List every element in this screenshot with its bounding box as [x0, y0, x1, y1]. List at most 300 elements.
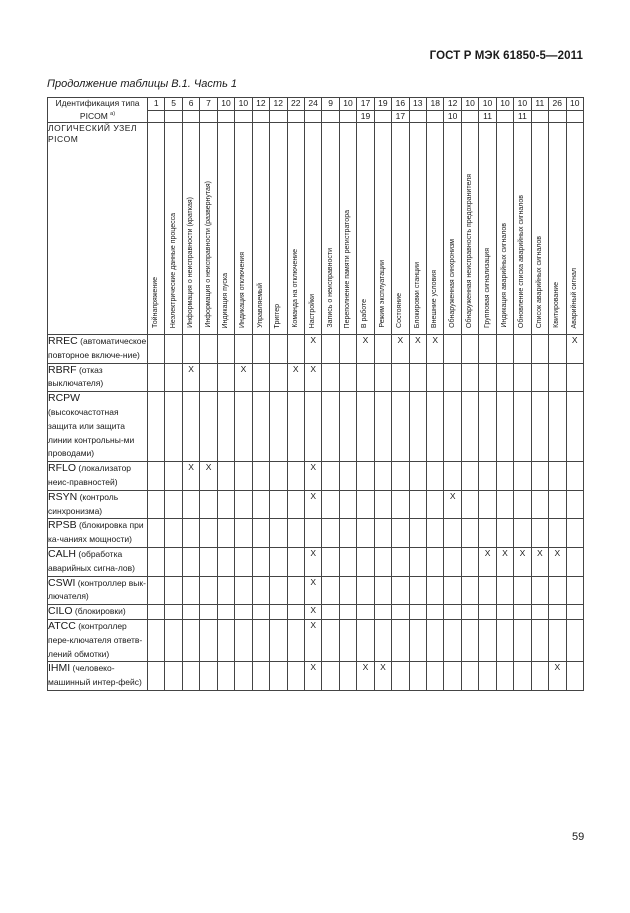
table-cell	[252, 605, 269, 620]
table-cell	[339, 519, 356, 548]
table-cell	[427, 392, 444, 462]
x-mark: X	[380, 662, 386, 673]
table-cell	[549, 363, 566, 392]
table-cell	[514, 519, 531, 548]
table-cell	[392, 392, 409, 462]
logical-node-cell	[48, 576, 148, 605]
column-number: 18	[427, 98, 444, 111]
table-cell	[566, 519, 583, 548]
x-mark: X	[310, 363, 316, 374]
table-cell	[339, 363, 356, 392]
table-cell	[252, 490, 269, 519]
column-number: 10	[514, 98, 531, 111]
footnote-mark: а)	[110, 111, 116, 117]
table-cell	[200, 605, 217, 620]
table-cell	[496, 490, 513, 519]
logical-node-cell	[48, 605, 148, 620]
table-cell	[409, 519, 426, 548]
table-cell	[304, 392, 321, 462]
table-cell	[217, 619, 234, 661]
x-mark: X	[310, 547, 316, 558]
table-cell	[270, 519, 287, 548]
table-cell	[444, 605, 461, 620]
x-mark: X	[362, 662, 369, 673]
table-cell	[409, 392, 426, 462]
table-cell	[374, 462, 391, 491]
column-header	[148, 123, 165, 335]
table-cell	[339, 335, 356, 364]
table-cell	[252, 392, 269, 462]
table-cell	[496, 392, 513, 462]
table-cell	[357, 605, 374, 620]
table-cell	[496, 576, 513, 605]
column-subnumber: 11	[514, 111, 531, 123]
table-cell	[270, 662, 287, 691]
table-cell	[304, 519, 321, 548]
table-cell	[252, 662, 269, 691]
table-row	[48, 392, 584, 462]
table-cell	[514, 363, 531, 392]
table-cell	[444, 576, 461, 605]
column-header	[531, 123, 548, 335]
column-header	[514, 123, 531, 335]
table-cell	[287, 490, 304, 519]
table-cell	[339, 662, 356, 691]
table-cell	[165, 547, 182, 576]
table-row	[48, 547, 584, 576]
table-cell	[427, 335, 444, 364]
table-cell	[200, 392, 217, 462]
column-name: Информация о неисправности (краткая)	[187, 197, 195, 328]
column-number: 6	[182, 98, 199, 111]
column-name-row	[48, 123, 584, 335]
table-cell	[217, 363, 234, 392]
table-cell	[496, 363, 513, 392]
x-mark: X	[571, 335, 578, 345]
table-cell	[444, 392, 461, 462]
column-name: Обнаруженная неисправность предохранителя	[466, 173, 474, 328]
table-cell	[531, 490, 548, 519]
column-number: 10	[479, 98, 496, 111]
column-header	[322, 123, 339, 335]
logical-node-cell	[48, 547, 148, 576]
table-cell	[304, 576, 321, 605]
node-description: (автоматическое повторное включе-ние)	[48, 336, 147, 360]
column-name: Квитирование	[553, 282, 561, 328]
column-header	[287, 123, 304, 335]
column-header	[217, 123, 234, 335]
table-cell	[217, 547, 234, 576]
table-cell	[217, 335, 234, 364]
table-cell	[322, 605, 339, 620]
table-cell	[566, 392, 583, 462]
table-cell	[444, 462, 461, 491]
table-cell	[427, 462, 444, 491]
column-number: 12	[252, 98, 269, 111]
column-header	[479, 123, 496, 335]
table-cell	[270, 462, 287, 491]
column-number: 16	[392, 98, 409, 111]
table-cell	[496, 619, 513, 661]
table-cell	[165, 363, 182, 392]
table-cell	[270, 335, 287, 364]
table-cell	[165, 490, 182, 519]
table-cell	[549, 519, 566, 548]
column-name: Неэлектрические данные процесса	[169, 212, 177, 328]
column-name: Команда на отключение	[291, 249, 299, 328]
column-header	[270, 123, 287, 335]
node-description: (отказ выключателя)	[48, 364, 104, 389]
table-cell	[409, 576, 426, 605]
node-code: RREC	[48, 335, 78, 347]
table-cell	[182, 462, 199, 491]
table-cell	[270, 490, 287, 519]
table-cell	[444, 547, 461, 576]
table-cell	[357, 519, 374, 548]
table-cell	[235, 462, 252, 491]
node-code: ATCC	[48, 619, 76, 632]
table-cell	[427, 519, 444, 548]
column-name: Режим эксплуатации	[378, 260, 386, 328]
column-subnumber	[200, 111, 217, 123]
table-cell	[479, 363, 496, 392]
table-cell	[357, 662, 374, 691]
table-row	[48, 662, 584, 691]
column-number: 24	[304, 98, 321, 111]
column-header	[252, 123, 269, 335]
table-cell	[566, 619, 583, 661]
table-cell	[444, 490, 461, 519]
logical-node-cell	[48, 335, 148, 364]
table-cell	[409, 490, 426, 519]
table-cell	[409, 363, 426, 392]
table-cell	[148, 335, 165, 364]
table-cell	[392, 462, 409, 491]
table-cell	[235, 576, 252, 605]
table-cell	[479, 619, 496, 661]
table-cell	[322, 462, 339, 491]
column-header	[392, 123, 409, 335]
x-mark: X	[397, 335, 404, 345]
table-cell	[217, 462, 234, 491]
table-cell	[165, 576, 182, 605]
table-cell	[374, 662, 391, 691]
table-cell	[566, 363, 583, 392]
table-cell	[409, 605, 426, 620]
table-cell	[339, 392, 356, 462]
table-cell	[374, 335, 391, 364]
column-subnumber	[270, 111, 287, 123]
table-cell	[496, 335, 513, 364]
table-row	[48, 363, 584, 392]
table-cell	[427, 363, 444, 392]
table-cell	[566, 335, 583, 364]
column-subnumber: 17	[392, 111, 409, 123]
table-cell	[200, 490, 217, 519]
x-mark: X	[310, 662, 316, 673]
column-name: Аварийный сигнал	[570, 267, 578, 328]
table-cell	[496, 462, 513, 491]
node-code: RSYN	[48, 490, 78, 503]
table-cell	[182, 547, 199, 576]
table-cell	[461, 363, 478, 392]
table-cell	[200, 619, 217, 661]
table-cell	[514, 605, 531, 620]
table-cell	[270, 363, 287, 392]
logical-node-cell	[48, 519, 148, 548]
table-cell	[270, 605, 287, 620]
column-number: 10	[461, 98, 478, 111]
table-cell	[304, 619, 321, 661]
picom-type-header	[48, 98, 148, 123]
table-cell	[217, 490, 234, 519]
table-cell	[287, 335, 304, 364]
table-cell	[287, 576, 304, 605]
x-mark: X	[537, 547, 543, 558]
table-cell	[566, 490, 583, 519]
table-row	[48, 335, 584, 364]
table-cell	[235, 392, 252, 462]
table-cell	[304, 662, 321, 691]
table-cell	[461, 490, 478, 519]
table-cell	[200, 519, 217, 548]
column-subnumber	[531, 111, 548, 123]
table-cell	[217, 576, 234, 605]
table-cell	[479, 662, 496, 691]
column-number: 11	[531, 98, 548, 111]
table-cell	[514, 547, 531, 576]
table-cell	[496, 519, 513, 548]
table-cell	[287, 605, 304, 620]
table-cell	[514, 490, 531, 519]
table-cell	[479, 519, 496, 548]
column-subnumber	[549, 111, 566, 123]
table-cell	[339, 605, 356, 620]
table-cell	[339, 576, 356, 605]
table-cell	[235, 547, 252, 576]
table-cell	[357, 576, 374, 605]
table-cell	[461, 605, 478, 620]
table-cell	[461, 392, 478, 462]
table-cell	[392, 363, 409, 392]
table-cell	[496, 662, 513, 691]
table-cell	[374, 605, 391, 620]
table-cell	[148, 547, 165, 576]
table-cell	[148, 490, 165, 519]
column-subnumber	[461, 111, 478, 123]
table-cell	[514, 619, 531, 661]
column-header	[374, 123, 391, 335]
table-cell	[182, 392, 199, 462]
node-code: CSWI	[48, 576, 76, 589]
x-mark: X	[310, 619, 316, 630]
table-cell	[549, 462, 566, 491]
node-description: (человеко-машинный интер-фейс)	[48, 663, 142, 688]
node-description: (блокировки)	[74, 606, 126, 617]
column-subnumber	[304, 111, 321, 123]
column-subnumber: 11	[479, 111, 496, 123]
table-cell	[549, 576, 566, 605]
table-cell	[235, 363, 252, 392]
table-cell	[566, 462, 583, 491]
table-cell	[270, 619, 287, 661]
column-subnumber: 10	[444, 111, 461, 123]
logical-node-cell	[48, 490, 148, 519]
node-code: CILO	[48, 605, 73, 618]
column-header	[566, 123, 583, 335]
column-name: Внешние условия	[431, 269, 439, 328]
table-cell	[217, 662, 234, 691]
table-cell	[322, 335, 339, 364]
table-cell	[304, 462, 321, 491]
table-cell	[200, 363, 217, 392]
table-cell	[304, 490, 321, 519]
table-cell	[479, 605, 496, 620]
x-mark: X	[205, 462, 212, 473]
column-name: Триггер	[274, 303, 282, 328]
table-cell	[182, 576, 199, 605]
column-name: Состояние	[396, 293, 404, 328]
table-cell	[531, 462, 548, 491]
table-cell	[182, 619, 199, 661]
table-cell	[549, 490, 566, 519]
column-number-row	[48, 98, 584, 111]
table-cell	[531, 547, 548, 576]
table-cell	[304, 335, 321, 364]
table-row	[48, 605, 584, 620]
table-cell	[392, 662, 409, 691]
table-cell	[461, 619, 478, 661]
table-cell	[339, 619, 356, 661]
table-cell	[235, 335, 252, 364]
x-mark: X	[310, 576, 316, 587]
table-cell	[531, 335, 548, 364]
table-cell	[200, 576, 217, 605]
table-cell	[252, 462, 269, 491]
table-cell	[392, 490, 409, 519]
x-mark: X	[188, 462, 194, 473]
table-cell	[148, 619, 165, 661]
page-number: 59	[572, 831, 585, 843]
table-cell	[479, 462, 496, 491]
table-cell	[496, 547, 513, 576]
table-cell	[322, 392, 339, 462]
table-cell	[165, 392, 182, 462]
table-cell	[549, 619, 566, 661]
x-mark: X	[449, 490, 456, 501]
x-mark: X	[362, 335, 369, 345]
table-cell	[200, 547, 217, 576]
table-cell	[514, 335, 531, 364]
table-cell	[444, 335, 461, 364]
table-cell	[235, 619, 252, 661]
column-number: 9	[322, 98, 339, 111]
x-mark: X	[554, 662, 561, 673]
table-cell	[287, 662, 304, 691]
node-code: IHMI	[48, 662, 71, 675]
table-cell	[182, 490, 199, 519]
table-cell	[514, 576, 531, 605]
table-cell	[252, 576, 269, 605]
table-cell	[392, 576, 409, 605]
logical-node-cell	[48, 462, 148, 491]
column-header	[496, 123, 513, 335]
table-cell	[409, 619, 426, 661]
table-cell	[270, 576, 287, 605]
table-cell	[479, 335, 496, 364]
table-cell	[235, 490, 252, 519]
column-header	[357, 123, 374, 335]
table-cell	[357, 547, 374, 576]
table-cell	[427, 605, 444, 620]
x-mark: X	[432, 335, 439, 345]
x-mark: X	[484, 547, 491, 558]
node-description: (локализатор неис-правностей)	[48, 463, 132, 487]
node-description: (блокировка при ка-чаниях мощности)	[48, 520, 144, 545]
table-cell	[357, 335, 374, 364]
column-header	[235, 123, 252, 335]
column-number: 12	[270, 98, 287, 111]
column-subnumber	[148, 111, 165, 123]
table-caption: Продолжение таблицы В.1. Часть 1	[47, 78, 238, 90]
node-description: (контроль синхронизма)	[48, 491, 119, 516]
node-description: (обработка аварийных сигна-лов)	[48, 548, 135, 573]
table-cell	[461, 519, 478, 548]
table-cell	[357, 363, 374, 392]
column-subnumber	[217, 111, 234, 123]
table-cell	[514, 392, 531, 462]
table-row	[48, 519, 584, 548]
column-name: Список аварийных сигналов	[535, 235, 543, 328]
table-cell	[252, 547, 269, 576]
x-mark: X	[519, 547, 526, 558]
table-cell	[409, 547, 426, 576]
table-cell	[252, 519, 269, 548]
column-header	[304, 123, 321, 335]
table-cell	[549, 547, 566, 576]
column-name: Групповая сигнализация	[483, 248, 491, 328]
table-cell	[304, 363, 321, 392]
table-cell	[566, 662, 583, 691]
table-cell	[549, 335, 566, 364]
table-cell	[217, 392, 234, 462]
table-cell	[200, 662, 217, 691]
table-cell	[287, 363, 304, 392]
node-description: (высокочастотная защита или защита линии контрольны-ми проводами)	[48, 406, 135, 459]
table-cell	[531, 576, 548, 605]
table-cell	[427, 576, 444, 605]
table-cell	[549, 662, 566, 691]
table-cell	[200, 335, 217, 364]
table-cell	[182, 335, 199, 364]
column-header	[461, 123, 478, 335]
column-name: Информация о неисправности (развернутая)	[204, 181, 212, 328]
column-subnumber	[374, 111, 391, 123]
column-subnumber	[339, 111, 356, 123]
table-cell	[461, 576, 478, 605]
column-name: Блокировки станции	[413, 261, 421, 328]
table-cell	[496, 605, 513, 620]
table-cell	[322, 547, 339, 576]
table-cell	[461, 462, 478, 491]
column-name: Обнаруженная синхронизм	[448, 239, 456, 328]
table-row	[48, 462, 584, 491]
table-cell	[514, 662, 531, 691]
table-cell	[165, 462, 182, 491]
table-cell	[322, 662, 339, 691]
column-number: 19	[374, 98, 391, 111]
table-cell	[357, 619, 374, 661]
